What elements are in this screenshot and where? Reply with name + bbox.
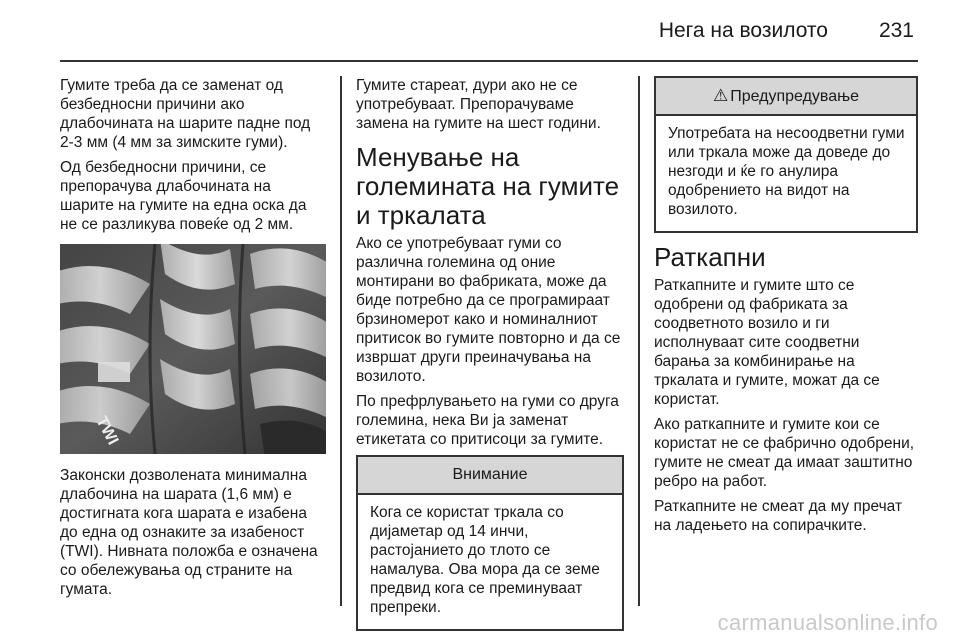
paragraph: По префрлувањето на гуми со друга големина, нека Ви ја заменат етикетата со притисоци за гумите. bbox=[356, 393, 619, 448]
notice-title: Внимание bbox=[358, 457, 622, 495]
column-divider bbox=[340, 76, 342, 606]
column-3 bbox=[654, 76, 918, 541]
paragraph: Гумите треба да се заменат од безбедносни причини ако длабочината на шарите падне под 2-3 мм (4 мм за зимските гуми). bbox=[60, 77, 311, 151]
page-header bbox=[60, 0, 918, 62]
notice-box bbox=[356, 455, 624, 631]
tire-tread-image bbox=[60, 244, 326, 454]
paragraph: Од безбедносни причини, се препорачува длабочината на шарите на гумите на една оска да не се разликува повеќе од 2 мм. bbox=[60, 159, 307, 233]
paragraph: Гумите стареат, дури ако не се употребуваат. Препорачуваме замена на гумите на шест години. bbox=[356, 77, 601, 132]
warning-title: Предупредување bbox=[730, 88, 860, 105]
paragraph: Раткапните и гумите што се одобрени од фабриката за соодветното возило и ги исполнуваат сите соодветни барања за комбинирање на тркалата и гумите, можат да се користат. bbox=[654, 277, 880, 408]
column-2 bbox=[356, 76, 624, 631]
paragraph: Ако се употребуваат гуми со различна големина од оние монтирани во фабриката, може да биде потребно да се програмираат брзиномерот како и номиналниот притисок во гумите повторно и да се извршат други преиначувања на возилото. bbox=[356, 235, 621, 385]
notice-text: Кога се користат тркала со дијаметар од 14 инчи, растојанието до тлото се намалува. Ова мора да се земе предвид кога се преминуваат препреки. bbox=[370, 504, 600, 616]
section-heading: Менување на големината на гумите и тркалата bbox=[356, 142, 620, 230]
page-number: 231 bbox=[878, 19, 914, 42]
paragraph: Ако раткапните и гумите кои се користат не се фабрично одобрени, гумите не смеат да имаат заштитно ребро на работ. bbox=[654, 416, 915, 490]
section-title: Нега на возилото bbox=[658, 19, 828, 42]
watermark: carmanualsonline.info bbox=[717, 610, 938, 635]
section-heading: Раткапни bbox=[654, 242, 766, 272]
column-divider bbox=[638, 76, 640, 606]
warning-box bbox=[654, 76, 918, 233]
warning-text: Употребата на несоодветни гуми или тркала може да доведе до незгоди и ќе го анулира одобрението на видот на возилото. bbox=[668, 125, 905, 218]
warning-icon: ⚠ bbox=[712, 86, 729, 105]
paragraph: Законски дозволената минимална длабочина на шарата (1,6 мм) е достигната кога шарата е изабена до една од ознаките за изабеност (TWI). Нивната положба е означена со обележувања од страните на гумата. bbox=[60, 467, 318, 598]
twi-marking: TWI bbox=[92, 413, 122, 448]
column-1 bbox=[60, 76, 326, 605]
paragraph: Раткапните не смеат да му пречат на ладењето на сопирачките. bbox=[654, 498, 903, 534]
